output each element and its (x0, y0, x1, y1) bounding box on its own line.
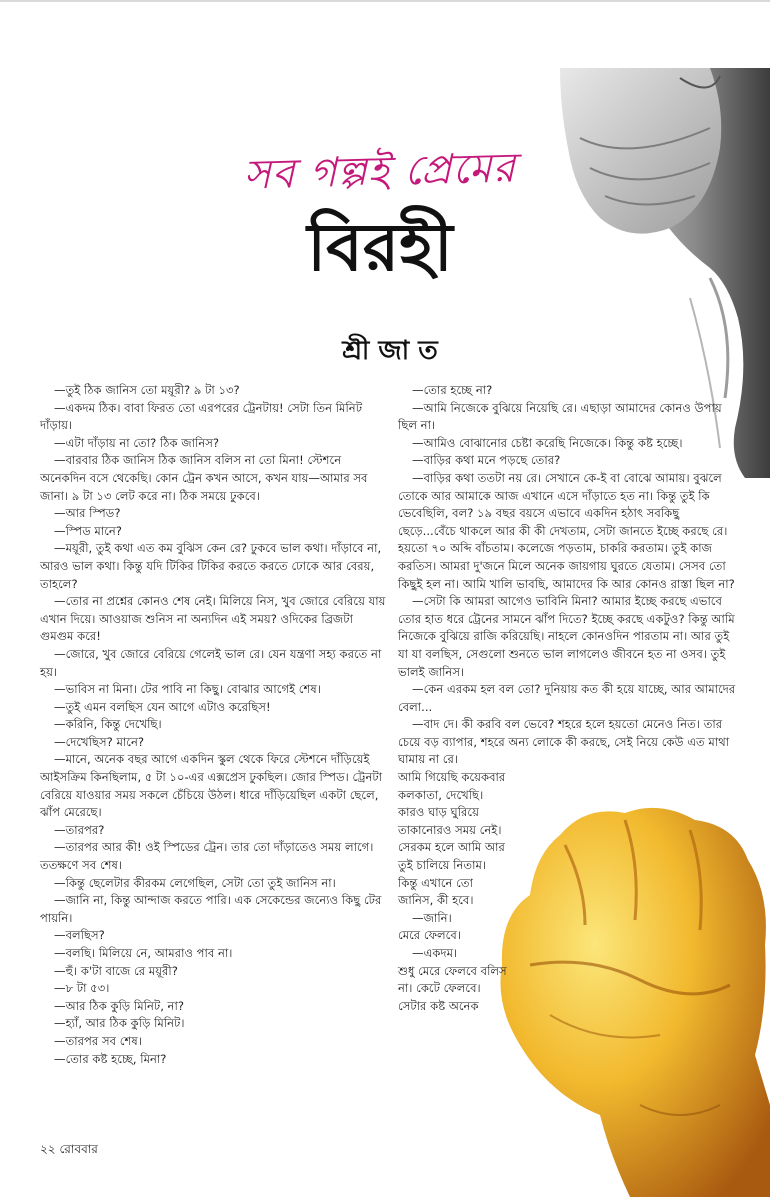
dialogue-line: শুধু মেরে ফেলবে বলিস না। কেটে ফেলবে। সেটার কষ্ট অনেক (398, 963, 507, 1013)
dialogue-line: —কেন এরকম হল বল তো? দুনিয়ায় কত কী হয়ে যাচ্ছে, আর আমাদের বেলা... (398, 682, 736, 714)
dialogue-line: —আর স্পিড? (54, 506, 121, 521)
dialogue-line: —হ্যাঁ, আর ঠিক কুড়ি মিনিট। (54, 1016, 185, 1031)
author-name: শ্রী জা ত (342, 336, 438, 366)
dialogue-line: —করিনি, কিন্তু দেখেছি। (54, 717, 162, 732)
dialogue-line: —জোরে, খুব জোরে বেরিয়ে গেলেই ভাল রে। যেন যন্ত্রণা সহ্য করতে না হয়। (40, 646, 382, 679)
dialogue-line: —তুই এমন বলছিস যেন আগে এটাও করেছিস! (54, 699, 271, 714)
dialogue-line: —বাড়ির কথা ততটা নয় রে। সেখানে কে-ই বা বোঝে আমায়। বুঝলে তোকে আর আমাকে আজ এখানে এসে দাঁড়াতে হত না। কিন্তু তুই কি ভেবেছিলি, বল? ১৯ বছর বয়সে এভাবে একদিন হঠাৎ সবকিছু ছেড়ে...বেঁচে থাকলে আর কী কী দেখতাম, সেটা জানতে ইচ্ছে করছে রে। হয়তো ৭০ অব্দি বাঁচতাম। কলেজে পড়তাম, চাকরি করতাম। তুই কাজ করতিস। আমরা দু'জনে মিলে অনেক জায়গায় ঘুরতে যেতাম। সেসব তো কিছুই হল না। আমি খালি ভাবছি, আমাদের কি আর কোনও রাস্তা ছিল না? (398, 470, 735, 591)
dialogue-line: —আমি নিজেকে বুঝিয়ে নিয়েছি রে। এছাড়া আমাদের কোনও উপায় ছিল না। (398, 400, 722, 433)
dialogue-line: —তারপর সব শেষ। (54, 1033, 142, 1048)
dialogue-line: আমি গিয়েছি কয়েকবার কলকাতা, দেখেছি। কারও ঘাড় ঘুরিয়ে তাকানোরও সময় নেই। সেরকম হলে আমি আর তুই চালিয়ে নিতাম। কিন্তু এখানে তো জানিস, কী হবে। (398, 770, 506, 908)
top-rule (0, 0, 770, 2)
dialogue-line: —তোর না প্রশ্নের কোনও শেষ নেই। মিলিয়ে নিস, খুব জোরে বেরিয়ে যায় এখান দিয়ে। আওয়াজ শুনিস না অন্যদিন এই সময়? ওদিকের ব্রিজটা গুমগুম করে! (40, 594, 386, 644)
dialogue-line: —বাড়ির কথা মনে পড়ছে তোর? (412, 453, 561, 468)
dialogue-line: —আমিও বোঝানোর চেষ্টা করেছি নিজেকে। কিন্তু কষ্ট হচ্ছে। (412, 435, 683, 450)
dialogue-line: —বারবার ঠিক জানিস ঠিক জানিস বলিস না তো মিনা! স্টেশনে অনেকদিন বসে থেকেছি। কোন ট্রেন কখন আসে, কখন যায়—আমার সব জানা। ৯ টা ১৩ লেট করে না। ঠিক সময়ে ঢুকবে। (40, 453, 368, 503)
dialogue-line: —একদম। (412, 946, 458, 960)
dialogue-line: —তারপর আর কী! ওই স্পিডের ট্রেন। তার তো দাঁড়াতেও সময় লাগে। ততক্ষণে সব শেষ। (40, 840, 374, 873)
page-number: ২২ (40, 1142, 56, 1156)
series-title: সব গল্পই প্রেমের (243, 143, 517, 199)
dialogue-line: —জানি না, কিন্তু আন্দাজ করতে পারি। এক সেকেন্ডের জন্যেও কিছু টের পায়নি। (40, 893, 382, 925)
dialogue-line: —স্পিড মানে? (54, 523, 122, 538)
dialogue-line: —তোর হচ্ছে না? (412, 383, 493, 397)
dialogue-line: —এটা দাঁড়ায় না তো? ঠিক জানিস? (54, 435, 220, 450)
dialogue-line: —একদম ঠিক। বাবা ফিরত তো এরপরের ট্রেনটায়! সেটা তিন মিনিট দাঁড়ায়। (40, 400, 363, 433)
dialogue-line: —তারপর? (54, 822, 105, 837)
dialogue-line: —বলছি। মিলিয়ে নে, আমরাও পাব না। (54, 946, 233, 960)
page-footer (40, 1141, 98, 1161)
dialogue-line: —ভাবিস না মিনা। টের পাবি না কিছু। বোঝার আগেই শেষ। (54, 682, 321, 697)
dialogue-line: —হুঁ। ক'টা বাজে রে ময়ূরী? (54, 963, 178, 978)
story-title: বিরহী (307, 209, 453, 286)
dialogue-line: —৮ টা ৫৩। (54, 981, 110, 996)
dialogue-line: —তোর কষ্ট হচ্ছে, মিনা? (54, 1051, 167, 1066)
dialogue-line: —দেখেছিস? মানে? (54, 734, 145, 749)
dialogue-line: —ময়ূরী, তুই কথা এত কম বুঝিস কেন রে? ঢুকবে ভাল কথা। দাঁড়াবে না, আরও ভাল কথা। কিন্তু যদি টিকির টিকির করতে করতে ঢোকে আর বেরয়, তাহলে? (40, 541, 382, 591)
dialogue-line: —বাদ দে। কী করবি বল ভেবে? শহরে হলে হয়তো মেনেও নিত। তার চেয়ে বড় ব্যাপার, শহরে অন্য লোকে কী করছে, সেই নিয়ে কেউ এত মাথা ঘামায় না রে। (398, 717, 730, 767)
text-column-right (398, 382, 738, 1015)
dialogue-line: —তুই ঠিক জানিস তো ময়ূরী? ৯ টা ১৩? (54, 383, 240, 397)
dialogue-line: —সেটা কি আমরা আগেও ভাবিনি মিনা? আমার ইচ্ছে করছে এভাবে তোর হাত ধরে ট্রেনের সামনে ঝাঁপ দিতে? ইচ্ছে করছে একটুও? কিন্তু আমি নিজেকে বুঝিয়ে রাজি করিয়েছি। নাহলে কোনওদিন পারতাম না। আর তুই যা যা বলছিস, সেগুলো শুনতে ভাল লাগলেও জীবনে হত না ওসব। তুই ভালই জানিস। (398, 594, 735, 679)
dialogue-line: —বলছিস? (54, 928, 105, 943)
dialogue-line: মেরে ফেলবে। (398, 928, 461, 943)
dialogue-line: —মানে, অনেক বছর আগে একদিন স্কুল থেকে ফিরে স্টেশনে দাঁড়িয়েই আইসক্রিম কিনছিলাম, ৫ টা ১০-এর এক্সপ্রেস ঢুকছিল। জোর স্পিড। ট্রেনটা বেরিয়ে যাওয়ার সময় সকলে চেঁচিয়ে উঠল। ধারে দাঁড়িয়েছিল একটা ছেলে, ঝাঁপ মেরেছে। (40, 752, 383, 820)
text-column-left (40, 382, 386, 1068)
publication-name: রোববার (59, 1142, 98, 1156)
dialogue-line: —জানি। (412, 910, 452, 925)
dialogue-line: —আর ঠিক কুড়ি মিনিট, না? (54, 998, 184, 1013)
dialogue-line: —কিন্তু ছেলেটার কীরকম লেগেছিল, সেটা তো তুই জানিস না। (54, 875, 336, 890)
